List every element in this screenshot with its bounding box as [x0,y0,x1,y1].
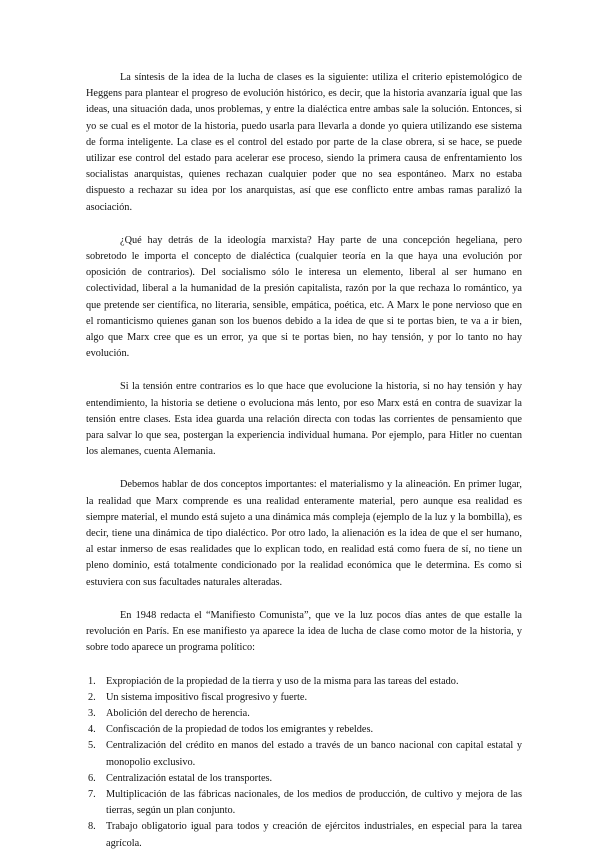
list-item [86,787,522,819]
list-item-number: 2. [88,691,96,703]
list-item-text: Centralización del crédito en manos del estado a través de un banco nacional con capital estatal y monopolio exclusivo. [106,740,522,768]
paragraph-manifesto: En 1948 redacta el “Manifiesto Comunista”, que ve la luz pocos días antes de que estalle la revolución en París. En ese manifiesto ya aparece la idea de lucha de clase como motor de la historia, y sobre todo aparece un programa político: [86,609,522,654]
political-program-list [86,674,522,852]
list-item-number: 7. [88,788,96,800]
paragraph-materialism-alienation: Debemos hablar de dos conceptos importantes: el materialismo y la alineación. En primer lugar, la realidad que Marx comprende es una realidad enteramente material, pero aunque esa realidad es siempre material, el mundo está sujeto a una dinámica más compleja (ejemplo de la luz y la bombilla), es decir, tiene una dinámica de tipo dialéctico. Por otro lado, la alienación es la idea de que el ser humano, al estar inmerso de esas realidades que lo explican todo, en realidad está como fuera de sí, no tiene un pleno dominio, está totalmente condicionado por la realidad económica que le determina. Es como si estuviera con sus facultades naturales alteradas. [86,479,522,588]
list-item [86,722,522,738]
paragraph-marxist-ideology: ¿Qué hay detrás de la ideología marxista? Hay parte de una concepción hegeliana, pero sobretodo le importa el concepto de dialéctica (cualquier teoría en la que haya una evolución por oposición de contrarios). Del socialismo sólo le interesa un elemento, liberal al ser humano en colectividad, liberal a la humanidad de la presión capitalista, razón por la que rechaza lo romántico, ya que pretende ser científica, no literaria, sensible, empática, poética, etc. A Marx le pone nervioso que en el romanticismo quienes ganan son los buenos debido a la idea de que si te portas bien, te va a ir bien, algo que Marx cree que es un error, ya que si te portas bien, no hay tensión, y por lo tanto no hay evolución. [86,234,522,360]
list-item-text: Centralización estatal de los transportes. [106,772,273,784]
list-item [86,706,522,722]
list-item [86,738,522,770]
list-item-text: Un sistema impositivo fiscal progresivo y fuerte. [106,691,308,703]
list-item-number: 4. [88,724,96,736]
paragraph-tension: Si la tensión entre contrarios es lo que hace que evolucione la historia, si no hay tensión y hay entendimiento, la historia se detiene o evoluciona más lento, por eso Marx está en contra de suavizar la tensión entre clases. Esta idea guarda una relación directa con todas las corrientes de pensamiento que para salvar lo que sea, postergan la experiencia individual humana. Por ejemplo, para Hitler no cuentan los alemanes, cuenta Alemania. [86,381,522,458]
list-item [86,771,522,787]
list-item-number: 3. [88,707,96,719]
list-item-number: 6. [88,772,96,784]
list-item [86,674,522,690]
list-item [86,819,522,851]
list-item [86,690,522,706]
list-item-text: Abolición del derecho de herencia. [106,707,250,719]
list-item-text: Multiplicación de las fábricas nacionales, de los medios de producción, de cultivo y mejora de las tierras, según un plan conjunto. [106,788,522,817]
list-item-number: 8. [88,821,96,833]
list-item-number: 5. [88,740,96,752]
paragraph-class-struggle: La síntesis de la idea de la lucha de clases es la siguiente: utiliza el criterio epistemológico de Heggens para plantear el progreso de evolución histórico, es decir, que la historia avanzaría igual que las ideas, una situación dada, unos problemas, y entre la dialéctica entre ambas sale la solución. Entonces, si yo se cual es el motor de la historia, puedo usarla para llevarla a donde yo quiera utilizando ese sistema de forma inteligente. La clase es el control del estado por parte de la clase obrera, si se hace, se puede utilizar ese control del estado para acelerar ese proceso, siendo la primera causa de enfrentamiento los socialistas anarquistas, quienes rechazan cualquier poder que no sea espontáneo. Marx no estaba dispuesto a rechazar su idea por los anarquistas, así que ese conflicto entre ambas ramas paralizó la asociación. [86,72,522,213]
list-item-text: Trabajo obligatorio igual para todos y creación de ejércitos industriales, en especial para la tarea agrícola. [106,821,522,849]
list-item-text: Confiscación de la propiedad de todos los emigrantes y rebeldes. [106,724,374,736]
list-item-text: Expropiación de la propiedad de la tierra y uso de la misma para las tareas del estado. [106,675,459,687]
list-item-number: 1. [88,675,96,687]
